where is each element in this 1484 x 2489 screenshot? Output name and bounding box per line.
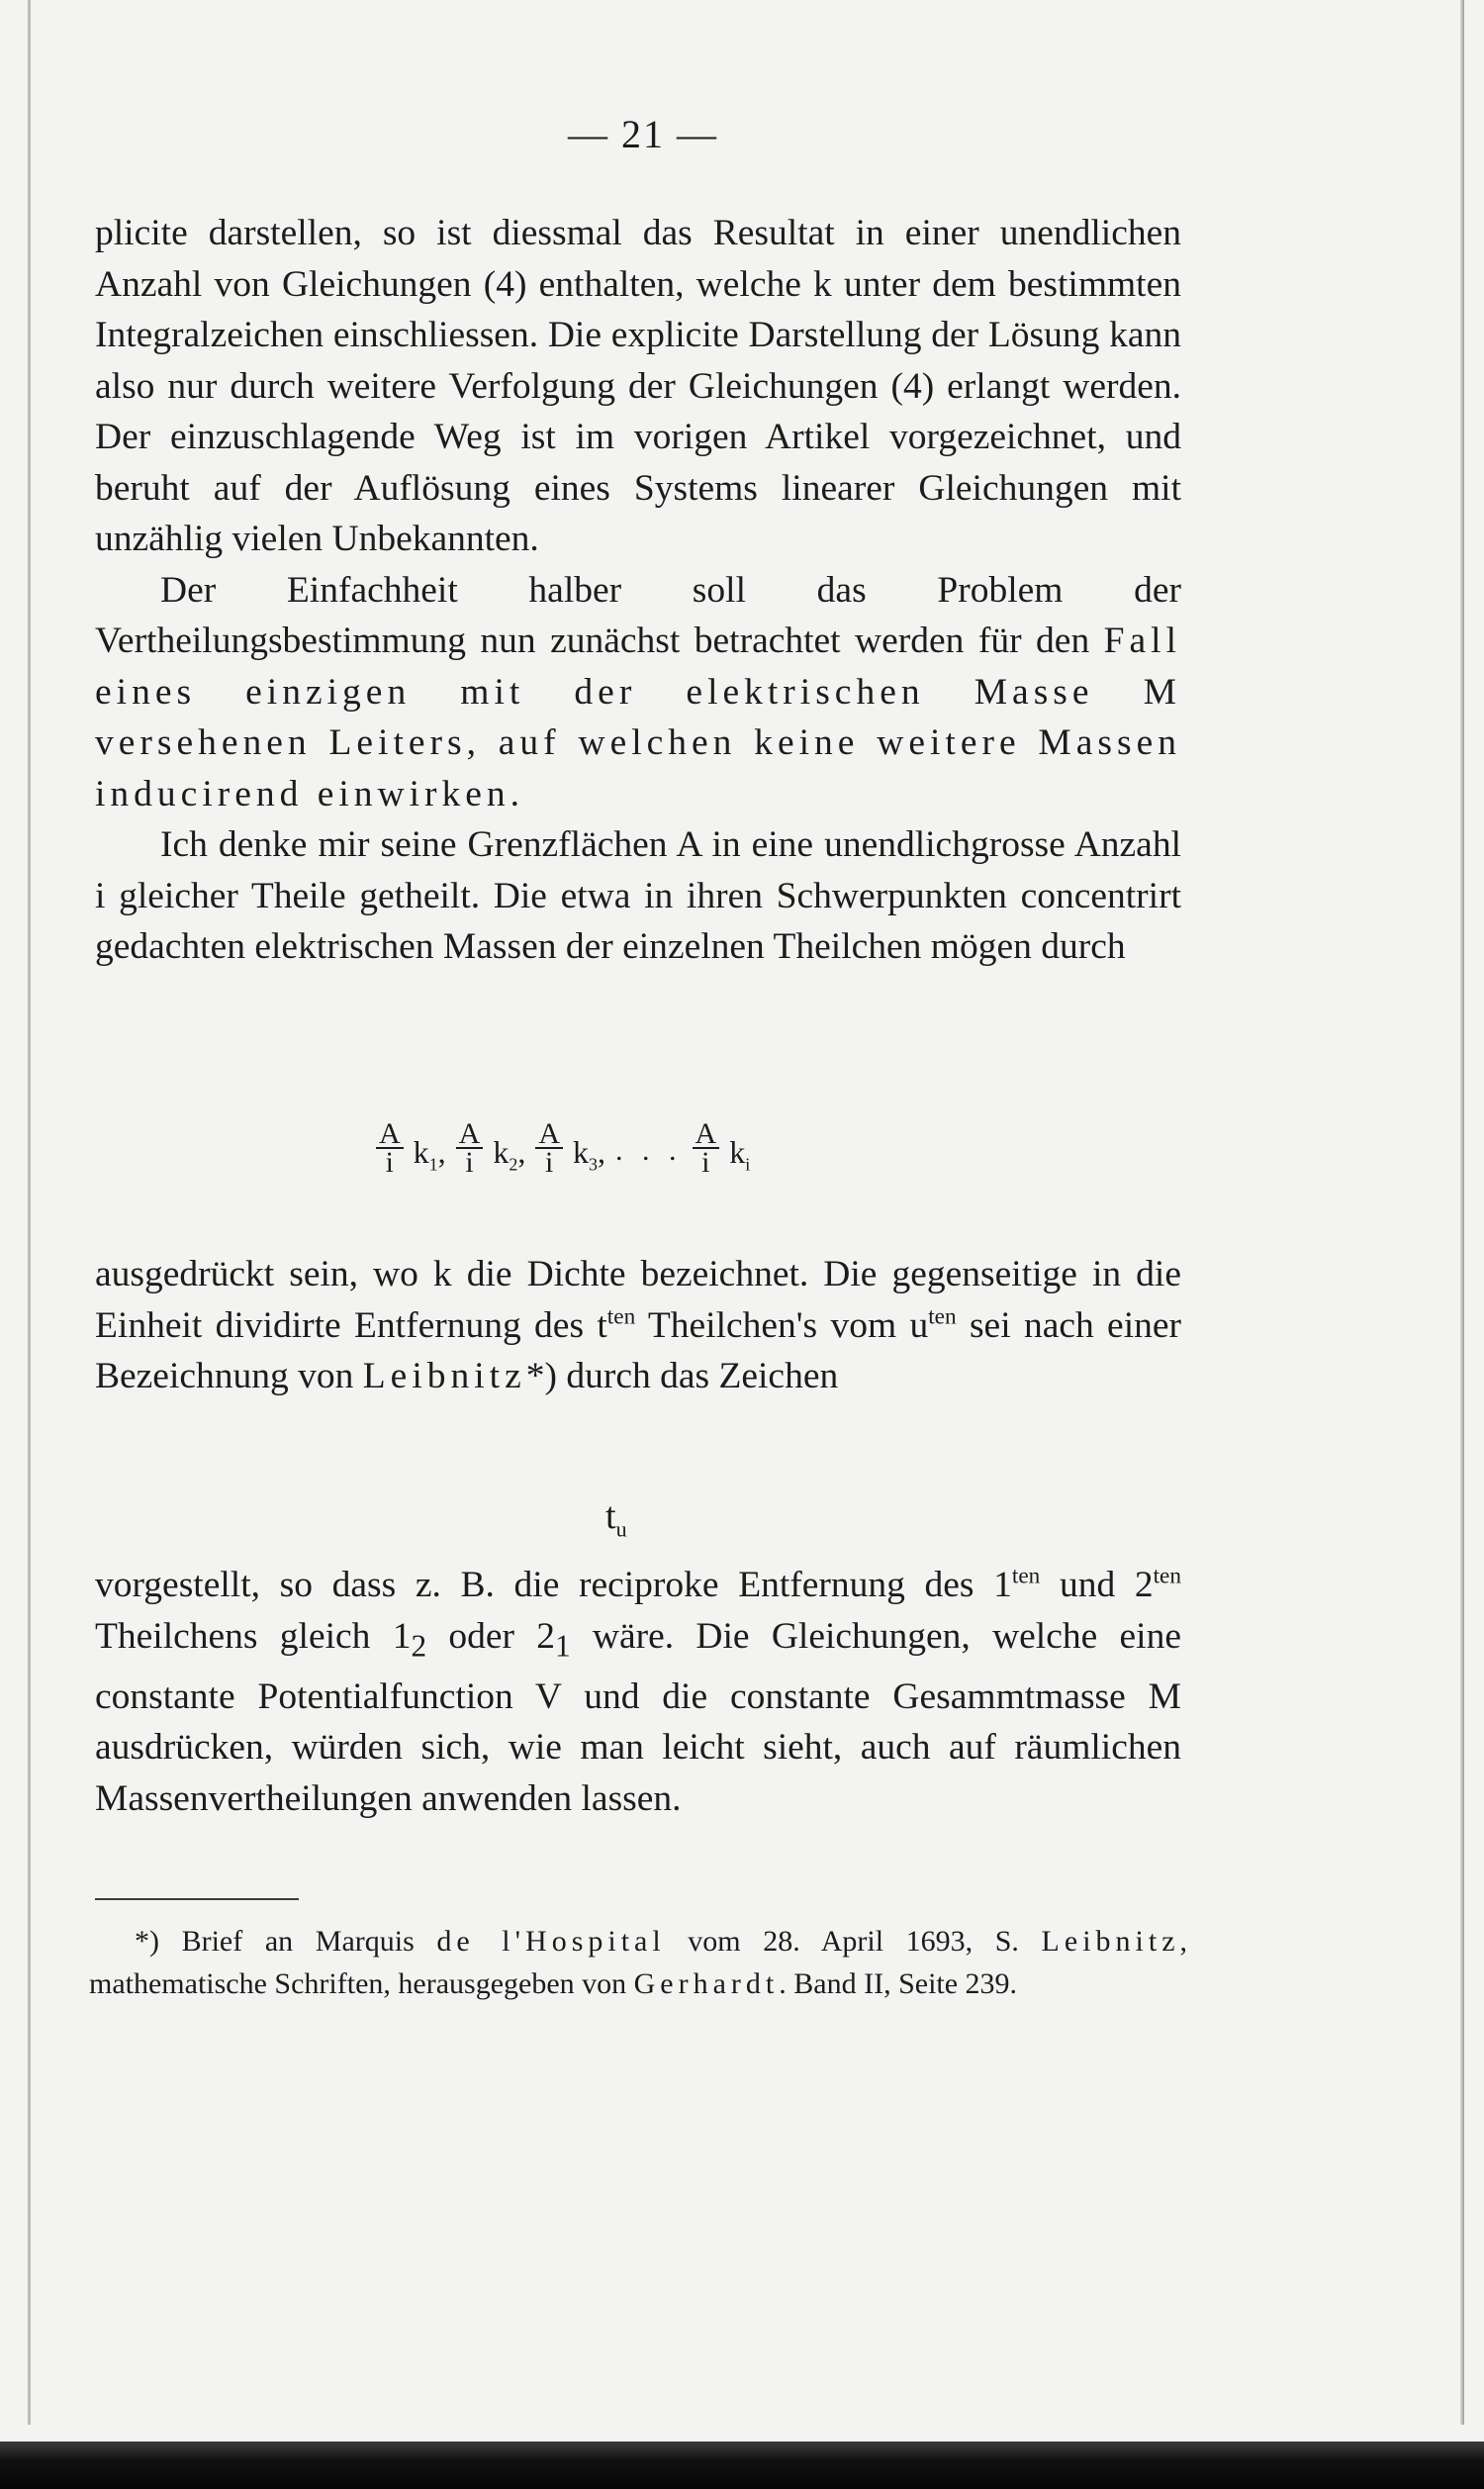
paragraph-3: Ich denke mir seine Grenzflächen A in eine unendlichgrosse Anzahl i gleicher Theile getheilt. Die etwa in ihren Schwerpunkten concentrirt gedachten elektrischen Massen der einzelnen Theilchen mögen durch <box>95 824 1181 967</box>
page-edge-left <box>28 0 31 2425</box>
paragraph-2-text: Der Einfachheit halber soll das Problem der Vertheilungsbestimmung nun zunächst betrachtet werden für den <box>95 569 1181 661</box>
footnote <box>89 1920 1187 2005</box>
formula-ellipsis: . . . <box>615 1134 683 1167</box>
paragraph-4: ausgedrückt sein, wo k die Dichte bezeichnet. Die gegenseitige in die Einheit dividirte Entfernung des $t^{ten}$ Theilchen's vom $u^{ten}$ sei nach einer Bezeichnung von Leibnitz*) durch das Zeichen <box>95 1254 1182 1396</box>
fraction-a-over-i: $\frac{A}{i}$ <box>535 1120 563 1176</box>
fraction-a-over-i: $\frac{A}{i}$ <box>376 1120 404 1176</box>
formula-term-i: $k_i$ <box>729 1134 751 1175</box>
paragraph-2 <box>95 565 1181 820</box>
paragraph-2-spaced-text: Fall eines einzigen mit der elektrischen Masse M versehenen Leiters, auf welchen keine weitere Massen inducirend einwirken. <box>95 621 1182 814</box>
distance-symbol: $t_u$ <box>605 1495 627 1542</box>
formula-term-2: $k_2$, <box>493 1134 526 1175</box>
formula-term-3: $k_3$, <box>573 1134 606 1175</box>
paragraph-1: plicite darstellen, so ist diessmal das Resultat in einer unendlichen Anzahl von Gleichungen (4) enthalten, welche k unter dem bestimmten Integralzeichen einschliessen. Die explicite Darstellung der Lösung kann also nur durch weitere Verfolgung der Gleichungen (4) erlangt werden. Der einzuschlagende Weg ist im vorigen Artikel vorgezeichnet, und beruht auf der Auflösung eines Systems linearer Gleichungen mit unzählig vielen Unbekannten. <box>95 213 1181 559</box>
footnote-text: *) Brief an Marquis de l'Hospital vom 28. April 1693, S. Leibnitz, mathematische Schriften, herausgegeben von Gerhardt. Band II, Seite 239. <box>89 1925 1188 2000</box>
fraction-a-over-i: $\frac{A}{i}$ <box>693 1120 720 1176</box>
page-number: — 21 — <box>568 112 718 156</box>
paragraph-5: vorgestellt, so dass z. B. die reciproke Entfernung des $1^{ten}$ und $2^{ten}$ Theilchens gleich $1_2$ oder $2_1$ wäre. Die Gleichungen, welche eine constante Potentialfunction V und die constante Gesammtmasse M ausdrücken, würden sich, wie man leicht sieht, auch auf räumlichen Massenvertheilungen anwenden lassen. <box>95 1563 1181 1819</box>
body-text-upper <box>95 208 1181 973</box>
formula-term-1: $k_1$, <box>413 1134 446 1175</box>
body-text-middle <box>95 1249 1181 1402</box>
scan-bottom-shadow <box>0 2441 1484 2489</box>
footnote-reference[interactable]: *) <box>525 1356 557 1396</box>
footnote-divider <box>95 1898 299 1900</box>
page-edge-right <box>1460 0 1464 2425</box>
mass-formula <box>376 1117 751 1179</box>
body-text-lower <box>95 1560 1181 1824</box>
fraction-a-over-i: $\frac{A}{i}$ <box>456 1120 484 1176</box>
